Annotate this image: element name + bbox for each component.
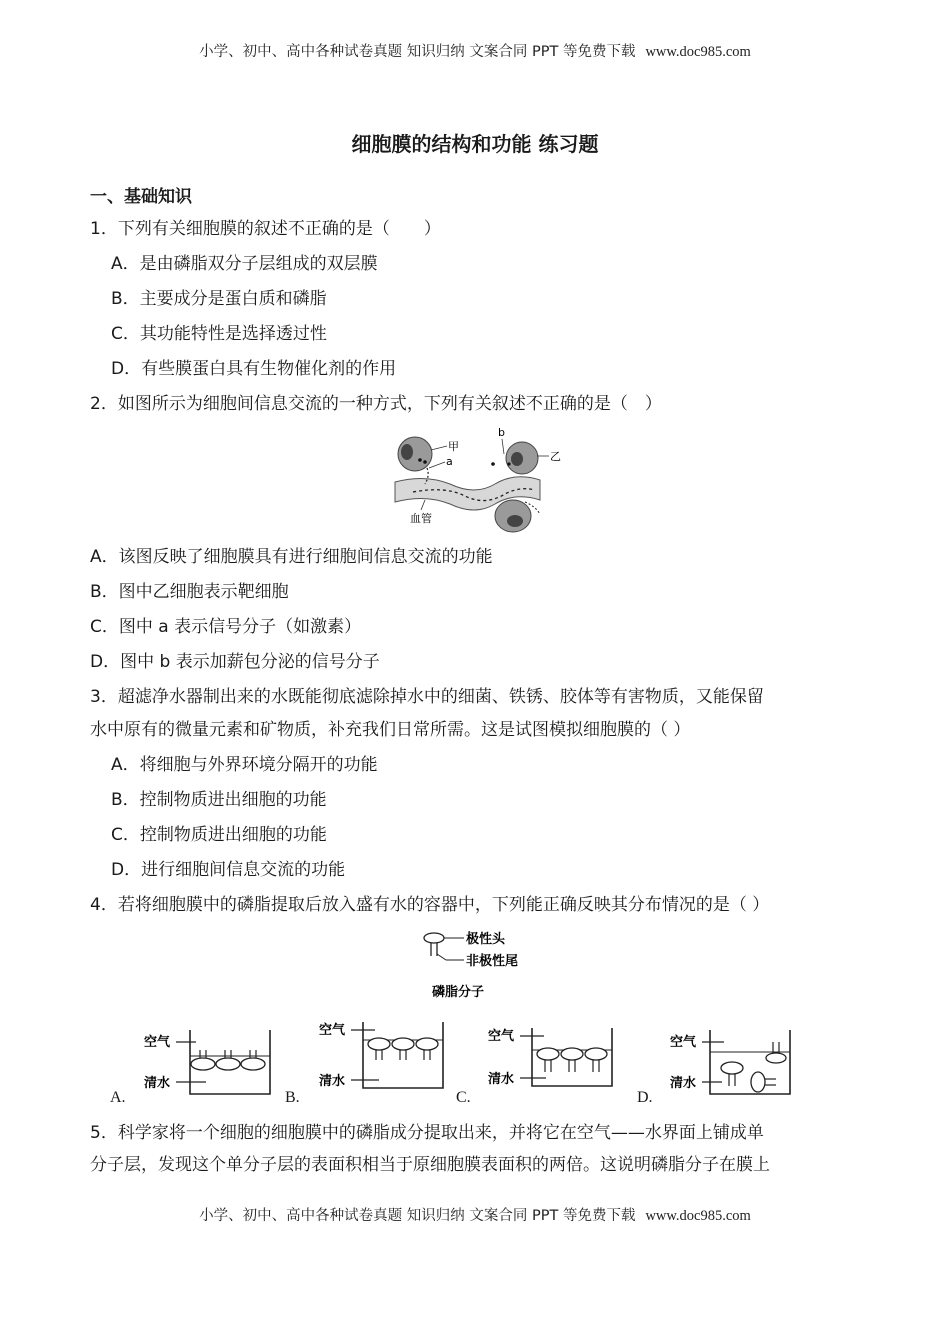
label-jia: 甲 [448, 440, 459, 453]
option-c-diagram [486, 1024, 626, 1090]
question-2-option-a: A．该图反映了细胞膜具有进行细胞间信息交流的功能 [90, 547, 493, 567]
label-yi: 乙 [550, 450, 561, 463]
question-3-option-a: A．将细胞与外界环境分隔开的功能 [111, 755, 378, 775]
page-footer [0, 1204, 950, 1225]
question-4-stem: 4．若将细胞膜中的磷脂提取后放入盛有水的容器中，下列能正确反映其分布情况的是（ ） [90, 895, 770, 915]
label-a: a [446, 455, 453, 468]
air-label: 空气 [488, 1029, 515, 1044]
phospholipid-legend [420, 928, 540, 1002]
question-3-stem-line2: 水中原有的微量元素和矿物质，补充我们日常所需。这是试图模拟细胞膜的（ ） [90, 720, 691, 740]
question-1-option-d: D．有些膜蛋白具有生物催化剂的作用 [111, 359, 397, 379]
phospholipid [416, 1038, 438, 1050]
header-site[interactable]: www.doc985.com [645, 44, 751, 60]
phospholipid [766, 1053, 786, 1063]
tail-pointer [437, 954, 446, 960]
label-b: b [498, 426, 505, 439]
phospholipid [241, 1058, 265, 1070]
polar-head-shape [424, 933, 444, 943]
cell-jia-nucleus [401, 444, 413, 460]
water-label: 清水 [319, 1074, 346, 1089]
air-label: 空气 [144, 1035, 171, 1050]
air-label: 空气 [319, 1023, 346, 1038]
header-text: 小学、初中、高中各种试卷真题 知识归纳 文案合同 PPT 等免费下载 [199, 44, 636, 60]
molecule-dot [491, 462, 495, 466]
legend-tail-label: 非极性尾 [466, 954, 519, 969]
option-a-label: A. [110, 1089, 126, 1106]
section-heading: 一、基础知识 [90, 187, 192, 207]
molecule-dot [423, 460, 427, 464]
option-b-diagram [315, 1018, 455, 1092]
label-line-jia [431, 446, 447, 450]
label-line-b [502, 439, 504, 454]
cell-yi-nucleus [511, 452, 523, 466]
question-5-line2: 分子层，发现这个单分子层的表面积相当于原细胞膜表面积的两倍。这说明磷脂分子在膜上 [90, 1155, 770, 1175]
footer-site[interactable]: www.doc985.com [645, 1208, 751, 1224]
container [363, 1022, 443, 1088]
phospholipid [721, 1062, 743, 1074]
footer-text: 小学、初中、高中各种试卷真题 知识归纳 文案合同 PPT 等免费下载 [199, 1208, 636, 1224]
question-2-stem: 2．如图所示为细胞间信息交流的一种方式，下列有关叙述不正确的是（ ） [90, 394, 662, 414]
phospholipid [537, 1048, 559, 1060]
label-line-vessel [421, 500, 425, 510]
water-label: 清水 [144, 1076, 171, 1091]
phospholipid [751, 1072, 765, 1092]
label-vessel: 血管 [410, 512, 432, 525]
target-cell-lower-nucleus [507, 515, 523, 527]
question-3-option-c: C．控制物质进出细胞的功能 [111, 825, 327, 845]
option-d-label: D. [637, 1089, 653, 1106]
question-2-option-b: B．图中乙细胞表示靶细胞 [90, 582, 289, 602]
question-3-option-b: B．控制物质进出细胞的功能 [111, 790, 327, 810]
option-b-label: B. [285, 1089, 300, 1106]
question-2-option-c: C．图中 a 表示信号分子（如激素） [90, 617, 362, 637]
page-title: 细胞膜的结构和功能 练习题 [351, 132, 599, 156]
question-1-option-a: A．是由磷脂双分子层组成的双层膜 [111, 254, 378, 274]
molecule-dot [418, 458, 422, 462]
question-1-stem: 1．下列有关细胞膜的叙述不正确的是（ ） [90, 219, 441, 239]
cell-signaling-figure [385, 424, 565, 536]
air-label: 空气 [670, 1035, 697, 1050]
water-label: 清水 [670, 1076, 697, 1091]
option-a-diagram [140, 1024, 280, 1096]
question-1-option-c: C．其功能特性是选择透过性 [111, 324, 327, 344]
question-3-option-d: D．进行细胞间信息交流的功能 [111, 860, 346, 880]
label-line-a [429, 462, 445, 468]
page-header [0, 40, 950, 61]
option-d-diagram [668, 1024, 808, 1096]
phospholipid [216, 1058, 240, 1070]
option-c-label: C. [456, 1089, 471, 1106]
phospholipid [191, 1058, 215, 1070]
question-3-stem-line1: 3．超滤净水器制出来的水既能彻底滤除掉水中的细菌、铁锈、胶体等有害物质，又能保留 [90, 687, 764, 707]
question-2-option-d: D．图中 b 表示加薪包分泌的信号分子 [90, 652, 380, 672]
phospholipid [561, 1048, 583, 1060]
question-1-option-b: B．主要成分是蛋白质和磷脂 [111, 289, 327, 309]
phospholipid [585, 1048, 607, 1060]
question-5-line1: 5．科学家将一个细胞的细胞膜中的磷脂成分提取出来，并将它在空气——水界面上铺成单 [90, 1123, 764, 1143]
water-label: 清水 [488, 1072, 515, 1087]
legend-caption: 磷脂分子 [432, 985, 485, 1000]
phospholipid [392, 1038, 414, 1050]
phospholipid [368, 1038, 390, 1050]
molecule-dot [507, 462, 510, 465]
legend-head-label: 极性头 [466, 932, 506, 947]
